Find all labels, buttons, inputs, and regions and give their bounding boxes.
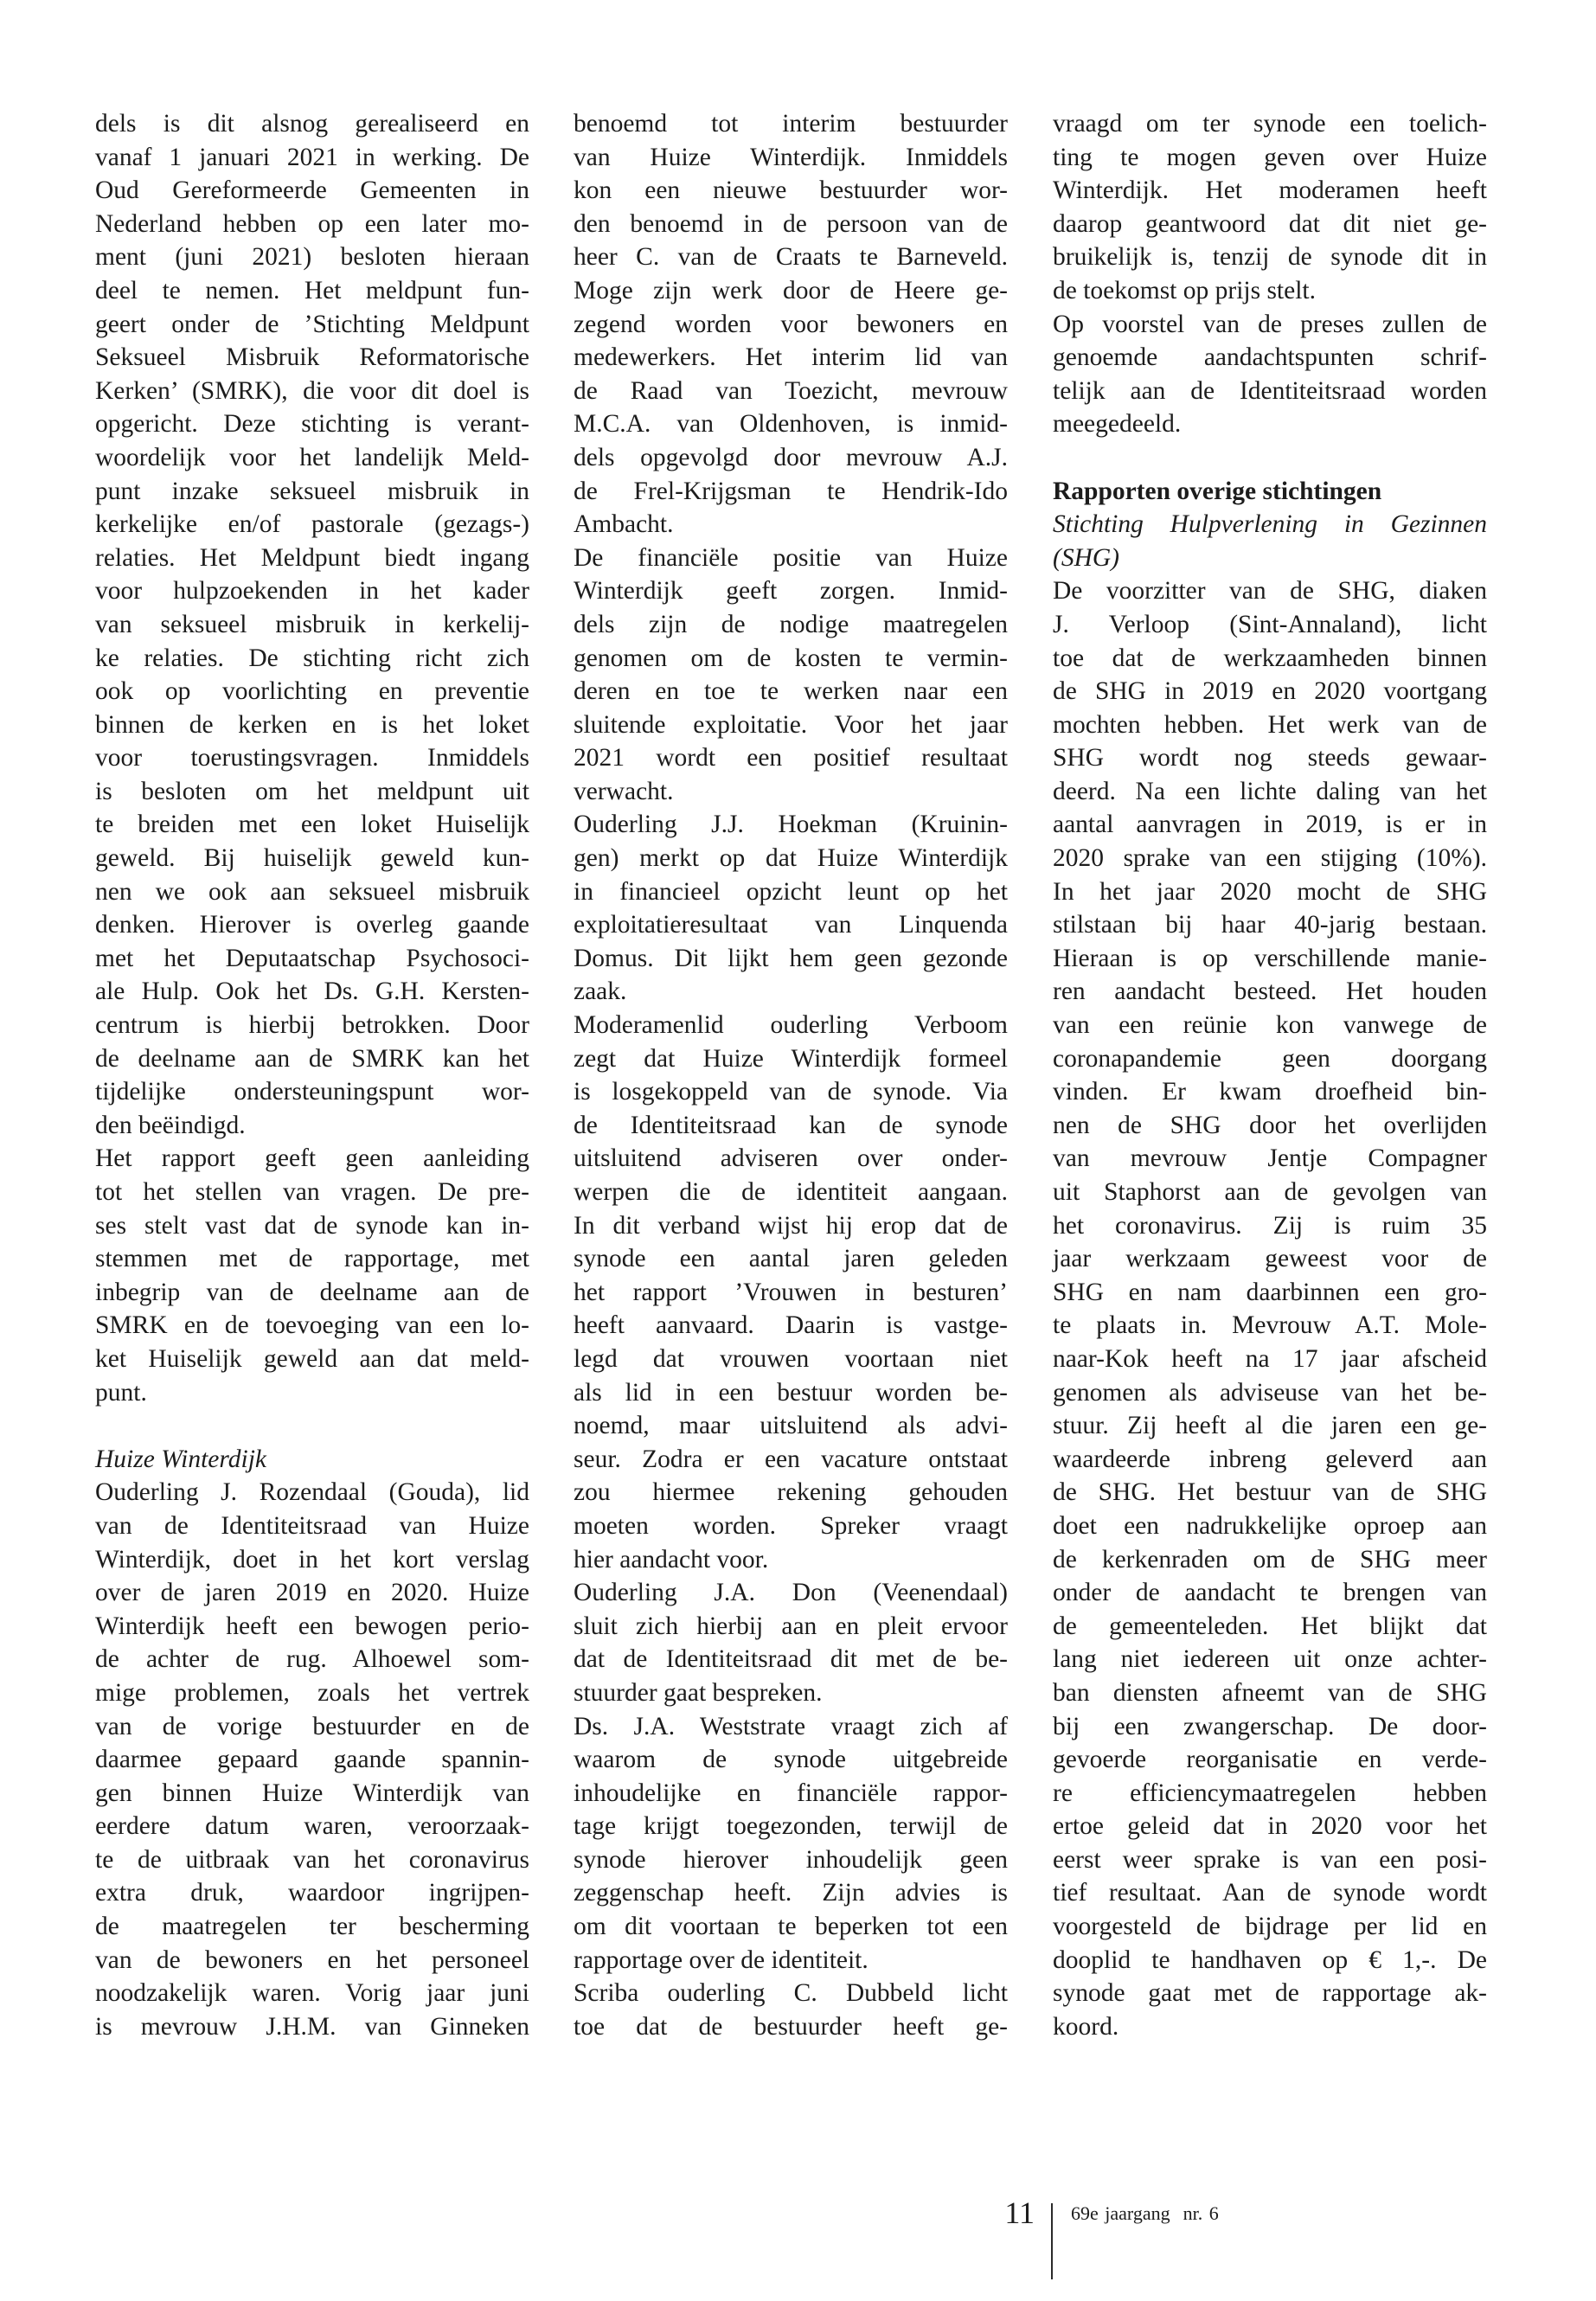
text-line: is losgekoppeld van de synode. Via [574,1078,1008,1106]
text-line: toe dat de bestuurder heeft ge- [574,2012,1008,2041]
text-line: toe dat de werkzaamheden binnen [1053,644,1487,672]
text-line: zegend worden voor bewoners en [574,310,1008,338]
text-line: van mevrouw Jentje Compagner [1053,1144,1487,1173]
text-line: Domus. Dit lijkt hem geen gezonde [574,944,1008,972]
text-column-2 [574,107,1008,2043]
text-line: coronapandemie geen doorgang [1053,1044,1487,1073]
text-line: tot het stellen van vragen. De pre- [95,1178,529,1206]
text-line: dooplid te handhaven op € 1,-. De [1053,1945,1487,1974]
text-line: Winterdijk. Het moderamen heeft [1053,176,1487,205]
text-line: aantal aanvragen in 2019, is er in [1053,811,1487,839]
text-line: onder de aandacht te brengen van [1053,1579,1487,1607]
text-line: hier aandacht voor. [574,1545,769,1574]
text-line: genomen als adviseuse van het be- [1053,1378,1487,1407]
text-line: eerst weer sprake is van een posi- [1053,1845,1487,1874]
text-line: de Identiteitsraad kan de synode [574,1111,1008,1139]
text-line: jaar werkzaam geweest voor de [1053,1245,1487,1273]
text-line: dels zijn de nodige maatregelen [574,610,1008,638]
text-line: meegedeeld. [1053,410,1182,439]
text-line: te de uitbraak van het coronavirus [95,1845,529,1874]
text-line: van Huize Winterdijk. Inmiddels [574,143,1008,171]
text-line: van de vorige bestuurder en de [95,1712,529,1740]
text-line: benoemd tot interim bestuurder [574,110,1008,138]
text-line: van de Identiteitsraad van Huize [95,1511,529,1540]
text-line: Winterdijk geeft zorgen. Inmid- [574,577,1008,606]
text-line: doet een nadrukkelijke oproep aan [1053,1511,1487,1540]
text-line: de kerkenraden om de SHG meer [1053,1545,1487,1574]
text-line: tief resultaat. Aan de synode wordt [1053,1879,1487,1907]
text-line: woordelijk voor het landelijk Meld- [95,443,529,471]
text-line: vanaf 1 januari 2021 in werking. De [95,143,529,171]
text-line: naar-Kok heeft na 17 jaar afscheid [1053,1344,1487,1373]
subsection-heading: Stichting Hulpverlening in Gezinnen [1053,510,1487,539]
text-line: van seksueel misbruik in kerkelij- [95,610,529,638]
subsection-heading: Huize Winterdijk [95,1445,267,1473]
text-line: Seksueel Misbruik Reformatorische [95,343,529,372]
text-line: M.C.A. van Oldenhoven, is inmid- [574,410,1008,439]
text-line: tijdelijke ondersteuningspunt wor- [95,1078,529,1106]
text-line: synode hierover inhoudelijk geen [574,1845,1008,1874]
text-line: Kerken’ (SMRK), die voor dit doel is [95,376,529,405]
text-line: opgericht. Deze stichting is verant- [95,410,529,439]
text-line: SHG wordt nog steeds gewaar- [1053,744,1487,772]
text-line: SHG en nam daarbinnen een gro- [1053,1278,1487,1306]
text-line: is mevrouw J.H.M. van Ginneken [95,2012,529,2041]
text-line: met het Deputaatschap Psychosoci- [95,944,529,972]
text-line: inhoudelijke en financiële rappor- [574,1779,1008,1807]
text-line: bruikelijk is, tenzij de synode dit in [1053,243,1487,272]
text-line: uit Staphorst aan de gevolgen van [1053,1178,1487,1206]
text-line: gen) merkt op dat Huize Winterdijk [574,844,1008,873]
text-line: sluit zich hierbij aan en pleit ervoor [574,1612,1008,1640]
text-line: voor toerustingsvragen. Inmiddels [95,744,529,772]
text-line: geert onder de ’Stichting Meldpunt [95,310,529,338]
text-line: ment (juni 2021) besloten hieraan [95,243,529,272]
text-line: centrum is hierbij betrokken. Door [95,1011,529,1040]
text-line: In dit verband wijst hij erop dat de [574,1211,1008,1240]
text-line: rapportage over de identiteit. [574,1945,869,1974]
text-line: mige problemen, zoals het vertrek [95,1678,529,1707]
text-line: In het jaar 2020 mocht de SHG [1053,877,1487,906]
text-line: denken. Hierover is overleg gaande [95,911,529,939]
text-line: Ouderling J.J. Hoekman (Kruinin- [574,811,1008,839]
text-line: koord. [1053,2012,1119,2041]
blank-line [95,1409,529,1443]
text-line: Ambacht. [574,510,674,539]
text-line: binnen de kerken en is het loket [95,710,529,739]
text-line: Winterdijk, doet in het kort verslag [95,1545,529,1574]
text-line: De voorzitter van de SHG, diaken [1053,577,1487,606]
text-line: van de bewoners en het personeel [95,1945,529,1974]
text-line: gevoerde reorganisatie en verde- [1053,1746,1487,1774]
text-line: heeft aanvaard. Daarin is vastge- [574,1311,1008,1340]
text-line: stemmen met de rapportage, met [95,1245,529,1273]
text-line: Ouderling J.A. Don (Veenendaal) [574,1579,1008,1607]
text-line: genomen om de kosten te vermin- [574,644,1008,672]
text-line: re efficiencymaatregelen hebben [1053,1779,1487,1807]
text-line: de Frel-Krijgsman te Hendrik-Ido [574,477,1008,505]
text-line: synode gaat met de rapportage ak- [1053,1979,1487,2008]
text-line: legd dat vrouwen voortaan niet [574,1344,1008,1373]
text-line: deel te nemen. Het meldpunt fun- [95,276,529,304]
text-line: De financiële positie van Huize [574,543,1008,572]
text-line: moeten worden. Spreker vraagt [574,1511,1008,1540]
text-line: dels is dit alsnog gerealiseerd en [95,110,529,138]
text-line: kerkelijke en/of pastorale (gezags-) [95,510,529,539]
text-line: ren aandacht besteed. Het houden [1053,977,1487,1006]
text-line: daarmee gepaard gaande spannin- [95,1746,529,1774]
text-line: deerd. Na een lichte daling van het [1053,777,1487,805]
text-line: voor hulpzoekenden in het kader [95,577,529,606]
text-line: Scriba ouderling C. Dubbeld licht [574,1979,1008,2008]
text-column-1 [95,107,529,2043]
page-number: 11 [1004,2195,1035,2230]
text-line: zou hiermee rekening gehouden [574,1478,1008,1507]
text-line: punt. [95,1378,147,1407]
issue-label: 69e jaargang nr. 6 [1071,2202,1219,2224]
text-line: ale Hulp. Ook het Ds. G.H. Kersten- [95,977,529,1006]
text-line: Hieraan is op verschillende manie- [1053,944,1487,972]
text-line: ke relaties. De stichting richt zich [95,644,529,672]
text-line: sluitende exploitatie. Voor het jaar [574,710,1008,739]
text-line: de Raad van Toezicht, mevrouw [574,376,1008,405]
text-line: den beëindigd. [95,1111,246,1139]
text-line: Oud Gereformeerde Gemeenten in [95,176,529,205]
text-line: medewerkers. Het interim lid van [574,343,1008,372]
text-line: J. Verloop (Sint-Annaland), licht [1053,610,1487,638]
text-line: werpen die de identiteit aangaan. [574,1178,1008,1206]
text-line: over de jaren 2019 en 2020. Huize [95,1579,529,1607]
text-line: Nederland hebben op een later mo- [95,209,529,238]
text-line: gen binnen Huize Winterdijk van [95,1779,529,1807]
text-line: exploitatieresultaat van Linquenda [574,911,1008,939]
text-line: Ouderling J. Rozendaal (Gouda), lid [95,1478,529,1507]
text-line: te breiden met een loket Huiselijk [95,811,529,839]
text-line: ting te mogen geven over Huize [1053,143,1487,171]
text-line: Moge zijn werk door de Heere ge- [574,276,1008,304]
text-column-3 [1053,107,1487,2043]
text-line: dat de Identiteitsraad dit met de be- [574,1645,1008,1674]
text-line: stuurder gaat bespreken. [574,1678,823,1707]
text-line: ban diensten afneemt van de SHG [1053,1678,1487,1707]
text-line: is besloten om het meldpunt uit [95,777,529,805]
text-line: inbegrip van de deelname aan de [95,1278,529,1306]
text-line: zeggenschap heeft. Zijn advies is [574,1879,1008,1907]
text-line: 2021 wordt een positief resultaat [574,744,1008,772]
text-line: ses stelt vast dat de synode kan in- [95,1211,529,1240]
text-line: nen de SHG door het overlijden [1053,1111,1487,1139]
text-line: het coronavirus. Zij is ruim 35 [1053,1211,1487,1240]
text-line: noodzakelijk waren. Vorig jaar juni [95,1979,529,2008]
text-line: seur. Zodra er een vacature ontstaat [574,1445,1008,1473]
footer-divider [1051,2203,1053,2279]
text-line: Moderamenlid ouderling Verboom [574,1011,1008,1040]
subsection-heading: (SHG) [1053,543,1120,572]
text-line: te plaats in. Mevrouw A.T. Mole- [1053,1311,1487,1340]
text-line: mochten hebben. Het werk van de [1053,710,1487,739]
text-line: ertoe geleid dat in 2020 voor het [1053,1812,1487,1841]
text-line: waardeerde inbreng geleverd aan [1053,1445,1487,1473]
text-line: de toekomst op prijs stelt. [1053,276,1316,304]
text-line: om dit voortaan te beperken tot een [574,1913,1008,1941]
text-line: van een reünie kon vanwege de [1053,1011,1487,1040]
text-line: deren en toe te werken naar een [574,677,1008,706]
text-line: stilstaan bij haar 40-jarig bestaan. [1053,911,1487,939]
text-line: ook op voorlichting en preventie [95,677,529,706]
text-line: de SHG in 2019 en 2020 voortgang [1053,677,1487,706]
text-line: tage krijgt toegezonden, terwijl de [574,1812,1008,1841]
text-line: de deelname aan de SMRK kan het [95,1044,529,1073]
text-line: stuur. Zij heeft al die jaren een ge- [1053,1412,1487,1440]
text-line: voorgesteld de bijdrage per lid en [1053,1913,1487,1941]
text-line: noemd, maar uitsluitend als advi- [574,1412,1008,1440]
text-line: heer C. van de Craats te Barneveld. [574,243,1008,272]
text-line: 2020 sprake van een stijging (10%). [1053,844,1487,873]
text-line: kon een nieuwe bestuurder wor- [574,176,1008,205]
text-line: daarop geantwoord dat dit niet ge- [1053,209,1487,238]
text-line: verwacht. [574,777,674,805]
text-line: ket Huiselijk geweld aan dat meld- [95,1344,529,1373]
text-line: punt inzake seksueel misbruik in [95,477,529,505]
text-line: bij een zwangerschap. De door- [1053,1712,1487,1740]
text-line: zaak. [574,977,627,1006]
text-line: de gemeenteleden. Het blijkt dat [1053,1612,1487,1640]
section-heading: Rapporten overige stichtingen [1053,477,1382,505]
text-line: als lid in een bestuur worden be- [574,1378,1008,1407]
text-line: synode een aantal jaren geleden [574,1245,1008,1273]
text-line: relaties. Het Meldpunt biedt ingang [95,543,529,572]
text-line: telijk aan de Identiteitsraad worden [1053,376,1487,405]
text-line: het rapport ’Vrouwen in besturen’ [574,1278,1008,1306]
text-line: geweld. Bij huiselijk geweld kun- [95,844,529,873]
text-line: Winterdijk heeft een bewogen perio- [95,1612,529,1640]
text-line: vinden. Er kwam droefheid bin- [1053,1078,1487,1106]
text-line: de maatregelen ter bescherming [95,1913,529,1941]
text-line: in financieel opzicht leunt op het [574,877,1008,906]
text-line: nen we ook aan seksueel misbruik [95,877,529,906]
text-line: Op voorstel van de preses zullen de [1053,310,1487,338]
text-line: lang niet iedereen uit onze achter- [1053,1645,1487,1674]
text-line: dels opgevolgd door mevrouw A.J. [574,443,1008,471]
text-line: Ds. J.A. Weststrate vraagt zich af [574,1712,1008,1740]
blank-line [1053,441,1487,475]
text-line: extra druk, waardoor ingrijpen- [95,1879,529,1907]
text-line: de SHG. Het bestuur van de SHG [1053,1478,1487,1507]
text-line: uitsluitend adviseren over onder- [574,1144,1008,1173]
text-line: Het rapport geeft geen aanleiding [95,1144,529,1173]
text-line: den benoemd in de persoon van de [574,209,1008,238]
text-line: vraagd om ter synode een toelich- [1053,110,1487,138]
text-line: eerdere datum waren, veroorzaak- [95,1812,529,1841]
text-line: zegt dat Huize Winterdijk formeel [574,1044,1008,1073]
text-line: de achter de rug. Alhoewel som- [95,1645,529,1674]
text-line: SMRK en de toevoeging van een lo- [95,1311,529,1340]
text-line: waarom de synode uitgebreide [574,1746,1008,1774]
text-line: genoemde aandachtspunten schrif- [1053,343,1487,372]
